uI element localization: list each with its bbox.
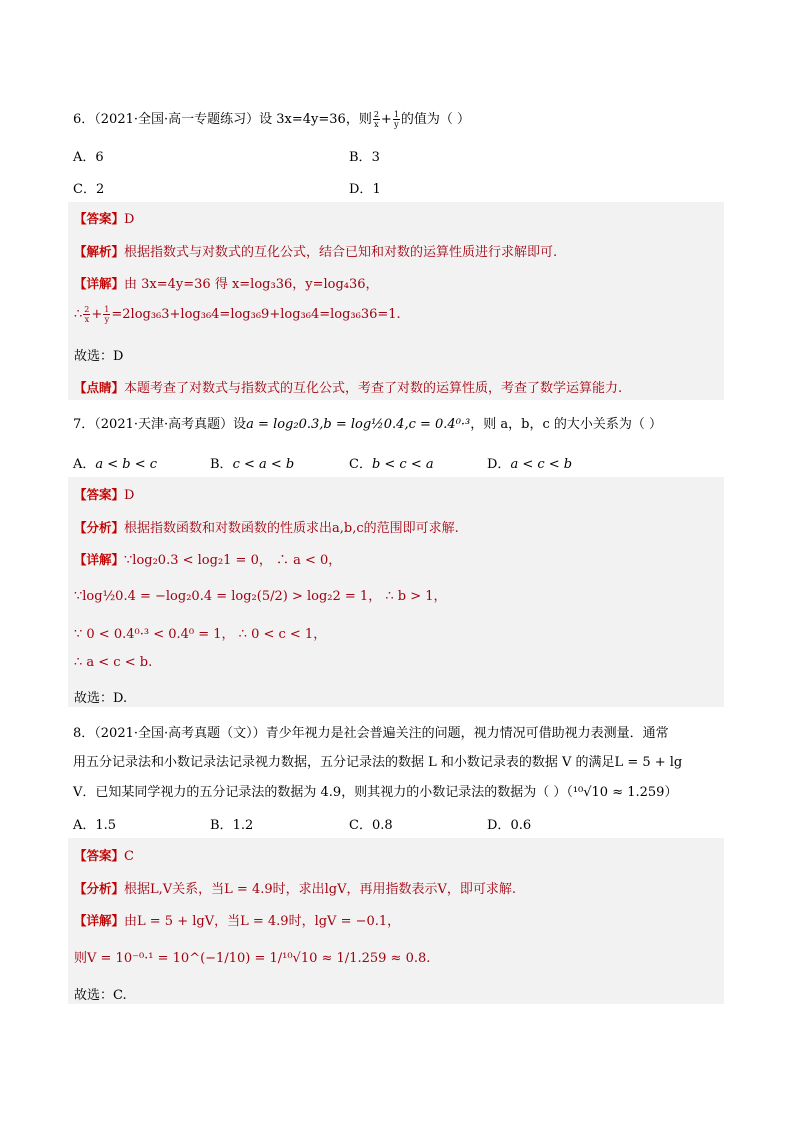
q6-frac2: $\frac{1}{y}$ [393,110,399,129]
q7-option-c[interactable]: C．b < c < a [349,457,434,472]
q6-option-c[interactable]: C．2 [73,182,105,197]
q7-stem-pre: 设 [233,417,247,432]
q8-detail-1: 【详解】由L = 5 + lgV，当L = 4.9时，lgV = −0.1， [74,913,401,929]
q8-option-c[interactable]: C．0.8 [349,818,393,833]
q6-option-b[interactable]: B．3 [349,150,380,165]
q8-option-d[interactable]: D．0.6 [487,818,532,833]
q7-detail-3: ∵ 0 < 0.4⁰·³ < 0.4⁰ = 1， ∴ 0 < c < 1， [74,627,327,642]
q6-detail-2: ∴ $\frac{2}{x}$ + $\frac{1}{y}$ =2log₃₆3+log₃₆4=log₃₆9+log₃₆4=log₃₆36=1. [74,305,401,324]
q6-comment: 【点睛】本题考查了对数式与指数式的互化公式，考查了对数的运算性质，考查了数学运算能力. [74,380,623,396]
q7-stem [73,413,662,432]
q7-analysis: 【分析】根据指数函数和对数函数的性质求出a,b,c的范围即可求解. [74,520,459,536]
q6-detail-1: 【详解】由 3x=4y=36 得 x=log₃36，y=log₄36， [74,276,379,292]
q7-solution-box [68,477,724,707]
q8-option-a[interactable]: A．1.5 [73,818,117,833]
q6-stem-pre: 设 3x=4y=36，则 [259,112,372,127]
q6-option-d[interactable]: D．1 [349,182,381,197]
q6-frac1: $\frac{2}{x}$ [373,110,379,129]
q8-solution-box [68,838,724,1004]
q8-source: （2021·全国·高考真题（文）） [94,726,266,741]
q6-analysis: 【解析】根据指数式与对数式的互化公式，结合已知和对数的运算性质进行求解即可. [74,244,558,260]
q7-stem-math: a = log₂0.3,b = log½0.4,c = 0.4⁰·³ [246,417,471,432]
q8-stem-line-2: 用五分记录法和小数记录法记录视力数据，五分记录法的数据 L 和小数记录表的数据 V 的满足L = 5 + lg [73,755,683,770]
q6-stem-post: 的值为（ ） [400,112,471,127]
q6-choose: 故选：D [74,349,124,364]
q7-answer: 【答案】D [74,487,135,503]
q6-plus: + [380,112,392,127]
q8-choose: 故选：C. [74,988,127,1003]
q6-answer: 【答案】D [74,211,135,227]
q7-choose: 故选：D. [74,691,128,706]
q7-option-b[interactable]: B．c < a < b [210,457,295,472]
q8-option-b[interactable]: B．1.2 [210,818,254,833]
q7-detail-2: ∵log½0.4 = −log₂0.4 = log₂(5/2) > log₂2 = 1， ∴ b > 1， [74,589,447,604]
q6-option-a[interactable]: A．6 [73,150,104,165]
q8-number: 8． [73,726,95,741]
q8-stem-line-1: 8．（2021·全国·高考真题（文））青少年视力是社会普遍关注的问题，视力情况可借助视力表测量．通常 [73,726,669,741]
q7-source: （2021·天津·高考真题） [94,417,234,432]
q6-number: 6． [73,112,95,127]
q6-solution-box [68,202,724,400]
q6-source: （2021·全国·高一专题练习） [94,112,260,127]
q7-detail-1: 【详解】∵log₂0.3 < log₂1 = 0， ∴ a < 0， [74,552,342,568]
q7-number: 7． [73,417,95,432]
q8-stem-line-3: V．已知某同学视力的五分记录法的数据为 4.9，则其视力的小数记录法的数据为（ ）（¹⁰√10 ≈ 1.259） [73,785,678,800]
q7-option-d[interactable]: D．a < c < b [487,457,573,472]
q6-stem [73,108,470,129]
q7-option-a[interactable]: A．a < b < c [73,457,158,472]
q7-detail-4: ∴ a < c < b. [74,655,153,670]
q8-detail-2: 则V = 10⁻⁰·¹ = 10^(−1/10) = 1/¹⁰√10 ≈ 1/1.259 ≈ 0.8. [74,951,431,966]
q7-stem-post: ，则 a，b，c 的大小关系为（ ） [470,417,663,432]
q8-answer: 【答案】C [74,848,134,864]
q8-analysis: 【分析】根据L,V关系，当L = 4.9时，求出lgV，再用指数表示V，即可求解. [74,881,517,897]
